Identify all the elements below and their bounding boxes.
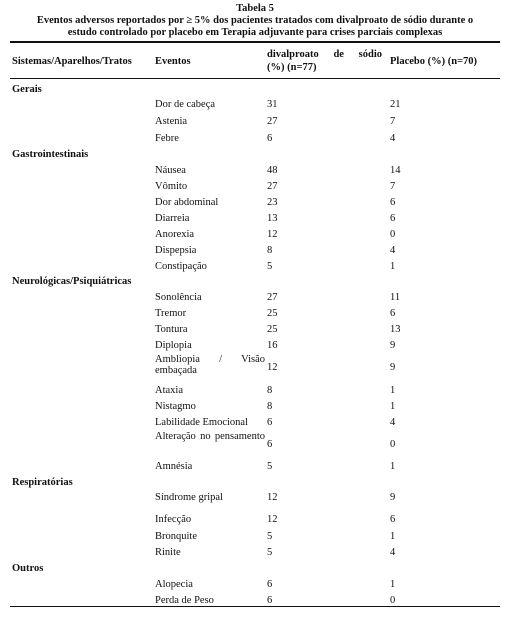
group-label: Outros — [12, 563, 44, 574]
event-name: Labilidade Emocional — [155, 417, 249, 428]
event-name: Amnésia — [155, 461, 193, 472]
divalproato-value: 27 — [267, 116, 278, 127]
placebo-value: 4 — [390, 417, 396, 428]
divalproato-value: 8 — [267, 245, 273, 256]
event-name: Vômito — [155, 181, 188, 192]
placebo-value: 7 — [390, 116, 396, 127]
group-label: Respiratórias — [12, 477, 73, 488]
event-name: Bronquite — [155, 531, 197, 542]
placebo-value: 1 — [390, 401, 396, 412]
event-name: Alopecia — [155, 579, 193, 590]
header-divalproato-n: (%) (n=77) — [267, 62, 317, 73]
placebo-value: 6 — [390, 213, 396, 224]
placebo-value: 4 — [390, 133, 396, 144]
placebo-value: 9 — [390, 492, 396, 503]
event-name: Ambliopia / Visão embaçada — [155, 354, 265, 376]
divalproato-value: 27 — [267, 181, 278, 192]
divalproato-value: 25 — [267, 308, 278, 319]
table-caption-line-2: estudo controlado por placebo em Terapia adjuvante para crises parciais complexas — [67, 27, 443, 38]
event-name: Diplopia — [155, 340, 192, 351]
placebo-value: 0 — [390, 595, 396, 606]
placebo-value: 7 — [390, 181, 396, 192]
event-name: Náusea — [155, 165, 186, 176]
divalproato-value: 5 — [267, 461, 273, 472]
divalproato-value: 5 — [267, 261, 273, 272]
event-name: Ataxia — [155, 385, 183, 396]
placebo-value: 1 — [390, 385, 396, 396]
divalproato-value: 13 — [267, 213, 278, 224]
bottom-rule — [10, 606, 500, 607]
divalproato-value: 12 — [267, 362, 278, 373]
table-caption-line-1: Eventos adversos reportados por ≥ 5% dos pacientes tratados com divalproato de sódio durante o — [36, 15, 474, 26]
placebo-value: 21 — [390, 99, 401, 110]
event-name: Síndrome gripal — [155, 492, 223, 503]
group-label: Gerais — [12, 84, 42, 95]
divalproato-value: 6 — [267, 439, 273, 450]
header-placebo: Placebo (%) (n=70) — [390, 56, 478, 67]
event-name: Nistagmo — [155, 401, 196, 412]
divalproato-value: 8 — [267, 385, 273, 396]
placebo-value: 1 — [390, 461, 396, 472]
placebo-value: 1 — [390, 261, 396, 272]
divalproato-value: 12 — [267, 492, 278, 503]
divalproato-value: 6 — [267, 417, 273, 428]
placebo-value: 4 — [390, 547, 396, 558]
divalproato-value: 5 — [267, 547, 273, 558]
top-rule — [10, 41, 500, 43]
event-name: Constipação — [155, 261, 207, 272]
header-event: Eventos — [155, 56, 191, 67]
event-name: Dor abdominal — [155, 197, 219, 208]
divalproato-value: 16 — [267, 340, 278, 351]
placebo-value: 1 — [390, 579, 396, 590]
event-name: Alteração no pensamento — [155, 431, 265, 442]
divalproato-value: 12 — [267, 514, 278, 525]
placebo-value: 13 — [390, 324, 401, 335]
event-name: Dispepsia — [155, 245, 197, 256]
placebo-value: 0 — [390, 439, 396, 450]
divalproato-value: 6 — [267, 579, 273, 590]
event-name: Rinite — [155, 547, 181, 558]
group-label: Neurológicas/Psiquiátricas — [12, 276, 132, 287]
event-name: Febre — [155, 133, 179, 144]
divalproato-value: 5 — [267, 531, 273, 542]
divalproato-value: 6 — [267, 595, 273, 606]
event-name: Dor de cabeça — [155, 99, 216, 110]
placebo-value: 14 — [390, 165, 401, 176]
divalproato-value: 48 — [267, 165, 278, 176]
divalproato-value: 6 — [267, 133, 273, 144]
event-name: Tremor — [155, 308, 187, 319]
divalproato-value: 25 — [267, 324, 278, 335]
group-label: Gastrointestinais — [12, 149, 89, 160]
event-name: Anorexia — [155, 229, 195, 240]
placebo-value: 6 — [390, 514, 396, 525]
event-name: Sonolência — [155, 292, 202, 303]
placebo-value: 9 — [390, 362, 396, 373]
header-divalproato: divalproato de sódio — [267, 49, 382, 60]
placebo-value: 11 — [390, 292, 401, 303]
event-name: Infecção — [155, 514, 192, 525]
event-name: Tontura — [155, 324, 188, 335]
divalproato-value: 23 — [267, 197, 278, 208]
placebo-value: 6 — [390, 197, 396, 208]
table-title: Tabela 5 — [236, 3, 274, 14]
placebo-value: 0 — [390, 229, 396, 240]
header-system: Sistemas/Aparelhos/Tratos — [12, 56, 132, 67]
divalproato-value: 31 — [267, 99, 278, 110]
header-rule — [10, 78, 500, 79]
divalproato-value: 27 — [267, 292, 278, 303]
event-name: Diarreia — [155, 213, 190, 224]
event-name: Astenia — [155, 116, 188, 127]
divalproato-value: 8 — [267, 401, 273, 412]
divalproato-value: 12 — [267, 229, 278, 240]
placebo-value: 4 — [390, 245, 396, 256]
placebo-value: 6 — [390, 308, 396, 319]
placebo-value: 9 — [390, 340, 396, 351]
event-name: Perda de Peso — [155, 595, 214, 606]
placebo-value: 1 — [390, 531, 396, 542]
